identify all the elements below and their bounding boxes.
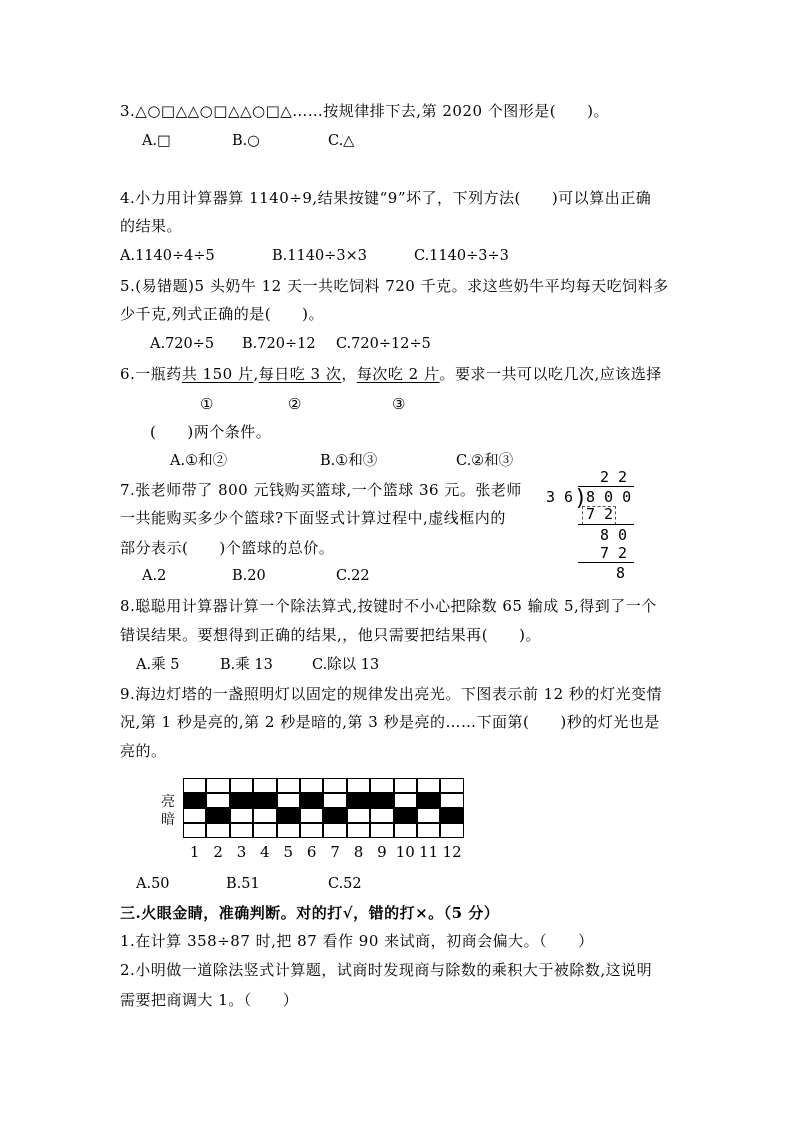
q8-option-a: A.乘 5	[136, 657, 180, 673]
q9-stem-line1: 9.海边灯塔的一盏照明灯以固定的规律发出亮光。下图表示前 12 秒的灯光变情	[120, 685, 662, 703]
light-cell	[323, 823, 346, 838]
light-cell	[300, 823, 323, 838]
light-cell	[206, 823, 229, 838]
light-cell	[394, 823, 417, 838]
division-bracket: )	[574, 486, 588, 511]
division-line-2	[578, 562, 634, 563]
q6-option-c: C.②和③	[456, 453, 514, 469]
q4-option-b: B.1140÷3×3	[272, 248, 367, 264]
second-label: 12	[442, 843, 462, 861]
light-cell	[440, 823, 463, 838]
q6-stem-line3: ( )两个条件。	[150, 423, 272, 441]
q9-stem-line3: 亮的。	[120, 742, 167, 760]
division-quotient: 2 2	[600, 468, 628, 486]
q6-prefix: 6.一瓶药	[120, 365, 182, 383]
q8-stem-line1: 8.聪聪用计算器计算一个除法算式,按键时不小心把除数 65 输成 5,得到了一个	[120, 597, 657, 615]
q9-option-c: C.52	[328, 876, 362, 892]
light-cell	[394, 808, 417, 823]
light-cell	[417, 808, 440, 823]
second-label: 3	[236, 843, 247, 861]
label-dark: 暗	[161, 812, 175, 828]
light-cell	[300, 778, 323, 793]
q7-stem-line2: 一共能购买多少个篮球?下面竖式计算过程中,虚线框内的	[120, 509, 506, 527]
section3-item1: 1.在计算 358÷87 时,把 87 看作 90 来试商，初商会偏大。（ ）	[120, 932, 594, 950]
light-cell	[230, 823, 253, 838]
light-cell	[370, 793, 393, 808]
light-cell	[370, 808, 393, 823]
light-cell	[394, 793, 417, 808]
q9-option-b: B.51	[226, 876, 260, 892]
division-remainder: 8	[616, 564, 626, 582]
light-cell	[253, 808, 276, 823]
q3-stem: 3.△○□△△○□△△○□△……按规律排下去,第 2020 个图形是( )。	[120, 102, 609, 120]
second-label: 10	[395, 843, 415, 861]
q7-stem-line1: 7.张老师带了 800 元钱购买篮球,一个篮球 36 元。张老师	[120, 481, 522, 499]
q8-option-b: B.乘 13	[220, 657, 273, 673]
light-cell	[206, 808, 229, 823]
q6-mark-1: ①	[200, 395, 214, 413]
q6-suffix: 。要求一共可以吃几次,应该选择	[439, 365, 662, 383]
light-cell	[277, 823, 300, 838]
light-cell	[370, 823, 393, 838]
light-cell	[253, 823, 276, 838]
light-cell	[277, 808, 300, 823]
division-dividend: 8 0 0	[586, 488, 632, 506]
light-cell	[183, 808, 206, 823]
q8-stem-line2: 错误结果。要想得到正确的结果,，他只需要把结果再( )。	[120, 626, 541, 644]
second-label: 6	[306, 843, 317, 861]
light-cell	[230, 793, 253, 808]
light-cell	[277, 793, 300, 808]
light-cell	[323, 793, 346, 808]
section3-item2-line1: 2.小明做一道除法竖式计算题，试商时发现商与除数的乘积大于被除数,这说明	[120, 961, 653, 979]
light-cell	[206, 793, 229, 808]
light-cell	[440, 778, 463, 793]
q7-option-a: A.2	[142, 568, 167, 584]
division-line-1	[578, 524, 634, 525]
q3-option-b: B.○	[232, 133, 260, 149]
division-step-3: 7 2	[600, 544, 628, 562]
q6-mark-3: ③	[392, 395, 406, 413]
light-cell	[370, 778, 393, 793]
second-label: 4	[260, 843, 270, 861]
second-label: 2	[213, 843, 223, 861]
q5-stem-line1: 5.(易错题)5 头奶牛 12 天一共吃饲料 720 千克。求这些奶牛平均每天吃饲料多	[120, 277, 669, 295]
q6-sep-2: ，	[341, 365, 357, 383]
q4-option-c: C.1140÷3÷3	[414, 248, 509, 264]
light-cell	[440, 793, 463, 808]
light-cell	[323, 778, 346, 793]
q8-option-c: C.除以 13	[312, 657, 380, 673]
q5-option-c: C.720÷12÷5	[336, 336, 431, 352]
division-step-1: 7 2	[586, 505, 614, 523]
light-cell	[253, 778, 276, 793]
section3-title: 三.火眼金睛，准确判断。对的打√，错的打×。（5 分）	[120, 904, 500, 922]
long-division	[540, 468, 650, 580]
q3-option-c: C.△	[328, 133, 355, 149]
second-label: 11	[419, 843, 439, 861]
q6-condition-2: 每日吃 3 次	[258, 365, 342, 383]
q5-stem-line2: 少千克,列式正确的是( )。	[120, 305, 324, 323]
q6-option-b: B.①和③	[320, 453, 378, 469]
second-label: 5	[283, 843, 294, 861]
q7-option-b: B.20	[232, 568, 266, 584]
division-divisor: 3 6	[546, 488, 574, 506]
q4-option-a: A.1140÷4÷5	[120, 248, 215, 264]
q4-stem-line2: 的结果。	[120, 217, 183, 235]
q4-stem-line1: 4.小力用计算器算 1140÷9,结果按键“9”坏了，下列方法( )可以算出正确	[120, 189, 652, 207]
light-cell	[183, 793, 206, 808]
light-cell	[230, 778, 253, 793]
q7-option-c: C.22	[336, 568, 370, 584]
light-cell	[417, 778, 440, 793]
light-cell	[277, 778, 300, 793]
q9-stem-line2: 况,第 1 秒是亮的,第 2 秒是暗的,第 3 秒是亮的……下面第( )秒的灯光也是	[120, 713, 660, 731]
q6-option-a: A.①和②	[170, 453, 228, 469]
light-cell	[347, 793, 370, 808]
light-cell	[300, 793, 323, 808]
q5-option-a: A.720÷5	[150, 336, 215, 352]
light-cell	[394, 778, 417, 793]
q5-option-b: B.720÷12	[242, 336, 316, 352]
light-cell	[206, 778, 229, 793]
light-cell	[230, 808, 253, 823]
light-cell	[417, 823, 440, 838]
light-cell	[300, 808, 323, 823]
q7-stem-line3: 部分表示( )个篮球的总价。	[120, 539, 335, 557]
light-cell	[347, 808, 370, 823]
q6-stem	[120, 364, 662, 384]
light-cell	[183, 778, 206, 793]
q6-mark-2: ②	[288, 395, 302, 413]
light-cell	[440, 808, 463, 823]
section3-item2-line2: 需要把商调大 1。（ ）	[120, 991, 299, 1009]
light-cell	[183, 823, 206, 838]
q6-sep-1: ,	[253, 365, 259, 383]
q6-condition-1: 共 150 片	[181, 365, 254, 383]
q9-option-a: A.50	[136, 876, 170, 892]
second-label: 7	[330, 843, 340, 861]
light-cell	[417, 793, 440, 808]
q6-condition-3: 每次吃 2 片	[356, 365, 440, 383]
light-cell	[323, 808, 346, 823]
second-label: 8	[353, 843, 364, 861]
second-label: 1	[189, 843, 200, 861]
q3-option-a: A.□	[142, 133, 171, 149]
light-cell	[347, 778, 370, 793]
light-cell	[253, 793, 276, 808]
second-label: 9	[377, 843, 387, 861]
label-bright: 亮	[161, 794, 175, 810]
light-cell	[347, 823, 370, 838]
division-step-2: 8 0	[600, 526, 628, 544]
